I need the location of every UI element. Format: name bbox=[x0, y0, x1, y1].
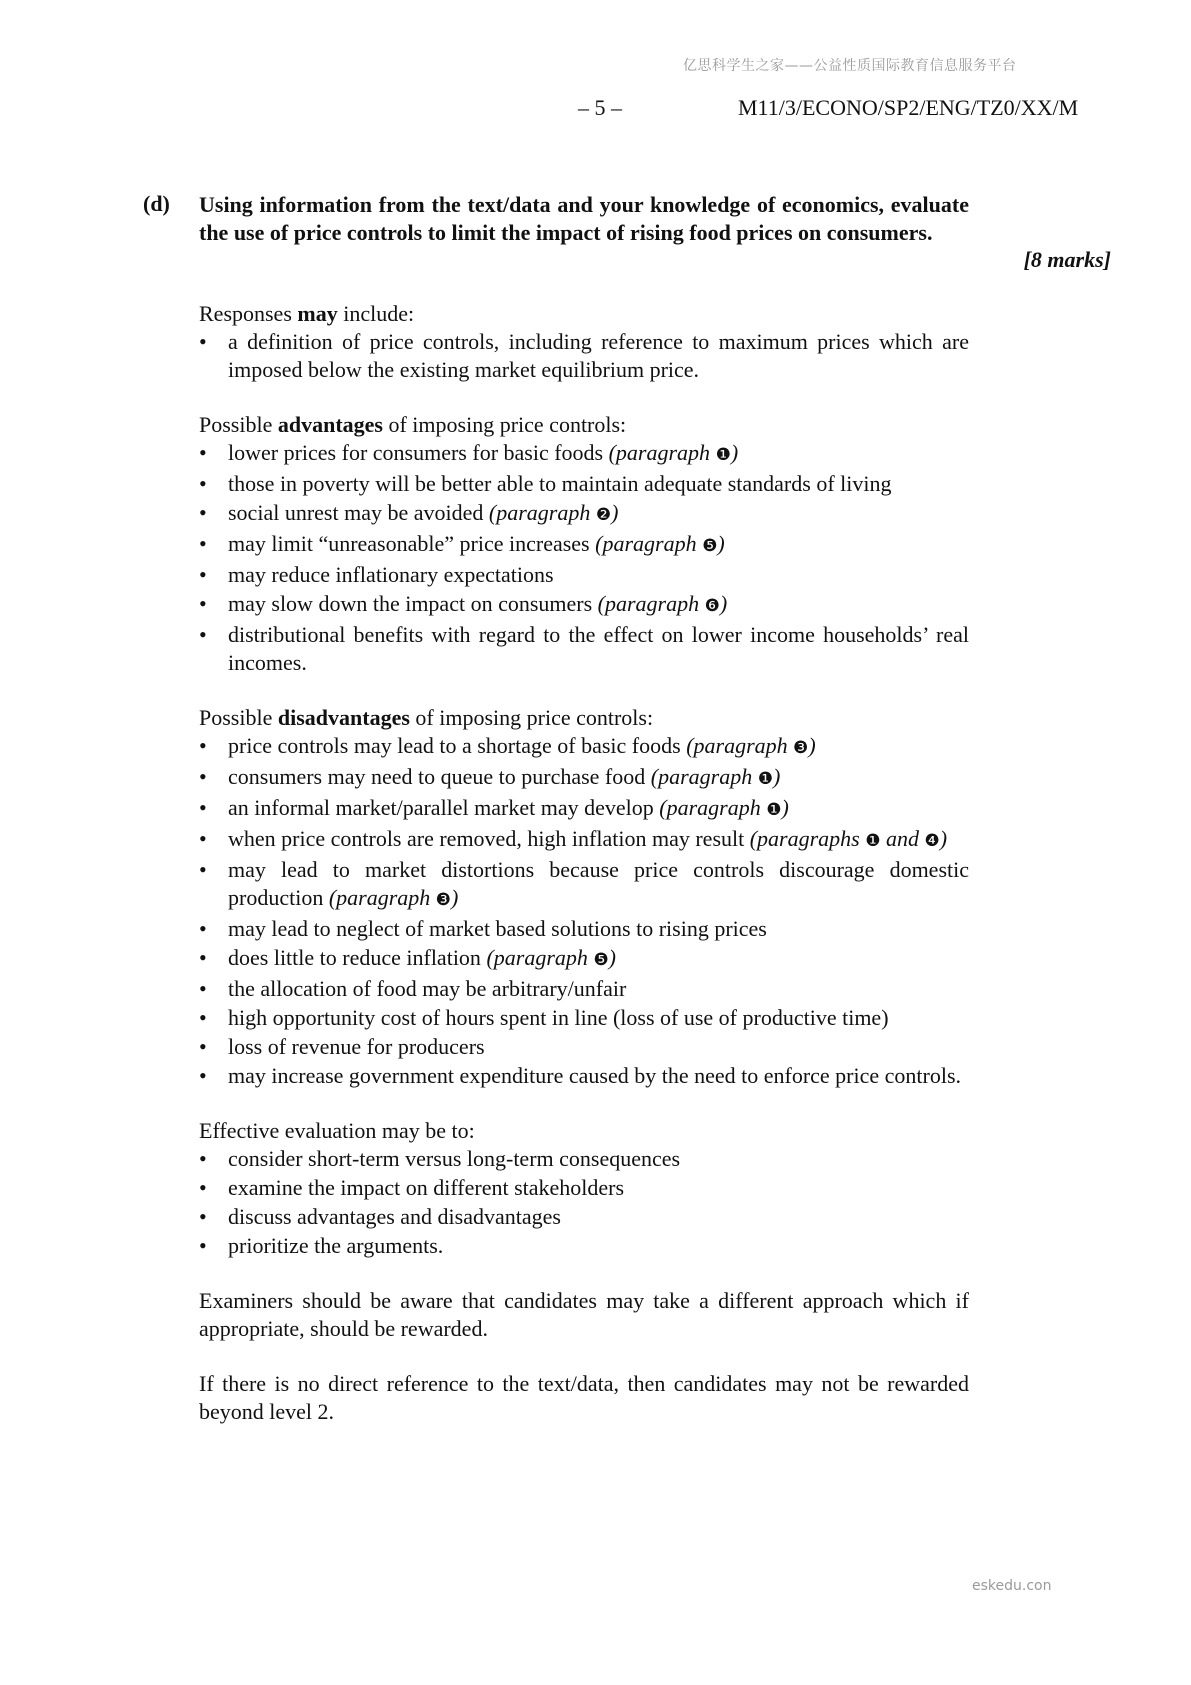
responses-list bbox=[199, 328, 969, 384]
paragraph-number-icon: ❸ bbox=[793, 738, 809, 758]
question-marks: [8 marks] bbox=[1023, 247, 1111, 272]
page-number: – 5 – bbox=[578, 95, 622, 120]
list-item: • may reduce inflationary expectations bbox=[199, 561, 969, 589]
disadvantages-list bbox=[199, 732, 969, 1090]
list-item: • lower prices for consumers for basic foods (paragraph ❶) bbox=[199, 439, 969, 469]
evaluation-intro: Effective evaluation may be to: bbox=[199, 1118, 475, 1143]
list-item: • a definition of price controls, including reference to maximum prices which are imposed below the existing market equilibrium price. bbox=[199, 328, 969, 384]
advantages-intro: Possible advantages of imposing price controls: bbox=[199, 412, 627, 437]
paragraph-reference: (paragraphs ❶ and ❹) bbox=[749, 826, 948, 851]
list-item: • high opportunity cost of hours spent in line (loss of use of productive time) bbox=[199, 1004, 969, 1032]
list-item: • distributional benefits with regard to the effect on lower income households’ real incomes. bbox=[199, 621, 969, 677]
list-item: • loss of revenue for producers bbox=[199, 1033, 969, 1061]
list-item: • the allocation of food may be arbitrary/unfair bbox=[199, 975, 969, 1003]
markscheme-content bbox=[199, 300, 969, 1453]
evaluation-section bbox=[199, 1117, 969, 1260]
paragraph-number-icon: ❶ bbox=[865, 831, 881, 851]
list-item: • when price controls are removed, high inflation may result (paragraphs ❶ and ❹) bbox=[199, 825, 969, 855]
paragraph-reference: (paragraph ❷) bbox=[488, 500, 619, 525]
list-item: • prioritize the arguments. bbox=[199, 1232, 969, 1260]
evaluation-list bbox=[199, 1145, 969, 1260]
advantages-section bbox=[199, 411, 969, 677]
list-item: • price controls may lead to a shortage of basic foods (paragraph ❸) bbox=[199, 732, 969, 762]
paragraph-reference: (paragraph ❻) bbox=[597, 591, 728, 616]
paragraph-number-icon: ❷ bbox=[595, 505, 612, 525]
responses-section bbox=[199, 300, 969, 384]
list-item: • consider short-term versus long-term consequences bbox=[199, 1145, 969, 1173]
paragraph-number-icon: ❺ bbox=[702, 536, 718, 556]
footer-watermark: eskedu.con bbox=[972, 1578, 1052, 1594]
header-watermark: 亿思科学生之家——公益性质国际教育信息服务平台 bbox=[683, 58, 1017, 74]
disadvantages-intro: Possible disadvantages of imposing price controls: bbox=[199, 705, 654, 730]
list-item: • may lead to market distortions because price controls discourage domestic production (paragraph ❸) bbox=[199, 856, 969, 914]
list-item: • may limit “unreasonable” price increases (paragraph ❺) bbox=[199, 530, 969, 560]
list-item: • may lead to neglect of market based solutions to rising prices bbox=[199, 915, 969, 943]
paragraph-reference: (paragraph ❶) bbox=[608, 440, 739, 465]
list-item: • may slow down the impact on consumers (paragraph ❻) bbox=[199, 590, 969, 620]
list-item: • those in poverty will be better able to maintain adequate standards of living bbox=[199, 470, 969, 498]
paragraph-reference: (paragraph ❸) bbox=[328, 885, 459, 910]
list-item: • may increase government expenditure caused by the need to enforce price controls. bbox=[199, 1062, 969, 1090]
paragraph-number-icon: ❸ bbox=[435, 890, 452, 910]
paragraph-reference: (paragraph ❸) bbox=[686, 733, 816, 758]
paragraph-reference: (paragraph ❶) bbox=[650, 764, 781, 789]
paragraph-number-icon: ❹ bbox=[924, 831, 940, 851]
paragraph-number-icon: ❻ bbox=[704, 596, 720, 616]
list-item: • social unrest may be avoided (paragraph ❷) bbox=[199, 499, 969, 529]
paragraph-number-icon: ❶ bbox=[766, 800, 782, 820]
paragraph-reference: (paragraph ❺) bbox=[595, 531, 725, 556]
reference-note: If there is no direct reference to the text/data, then candidates may not be rewarded beyond level 2. bbox=[199, 1371, 969, 1424]
paragraph-reference: (paragraph ❶) bbox=[659, 795, 789, 820]
paragraph-reference: (paragraph ❺) bbox=[486, 945, 616, 970]
question-text: Using information from the text/data and your knowledge of economics, evaluate the use of price controls to limit the impact of rising food prices on consumers. bbox=[199, 192, 969, 245]
paragraph-number-icon: ❶ bbox=[715, 445, 731, 465]
list-item: • consumers may need to queue to purchase food (paragraph ❶) bbox=[199, 763, 969, 793]
responses-intro: Responses may include: bbox=[199, 301, 415, 326]
list-item: • examine the impact on different stakeholders bbox=[199, 1174, 969, 1202]
examiner-note: Examiners should be aware that candidates may take a different approach which if appropriate, should be rewarded. bbox=[199, 1288, 969, 1341]
paragraph-number-icon: ❶ bbox=[757, 769, 773, 789]
list-item: • does little to reduce inflation (paragraph ❺) bbox=[199, 944, 969, 974]
list-item: • discuss advantages and disadvantages bbox=[199, 1203, 969, 1231]
list-item: • an informal market/parallel market may develop (paragraph ❶) bbox=[199, 794, 969, 824]
disadvantages-section bbox=[199, 704, 969, 1090]
advantages-list bbox=[199, 439, 969, 677]
paper-code: M11/3/ECONO/SP2/ENG/TZ0/XX/M bbox=[738, 95, 1079, 120]
paragraph-number-icon: ❺ bbox=[593, 950, 609, 970]
question-label: (d) bbox=[143, 191, 170, 216]
